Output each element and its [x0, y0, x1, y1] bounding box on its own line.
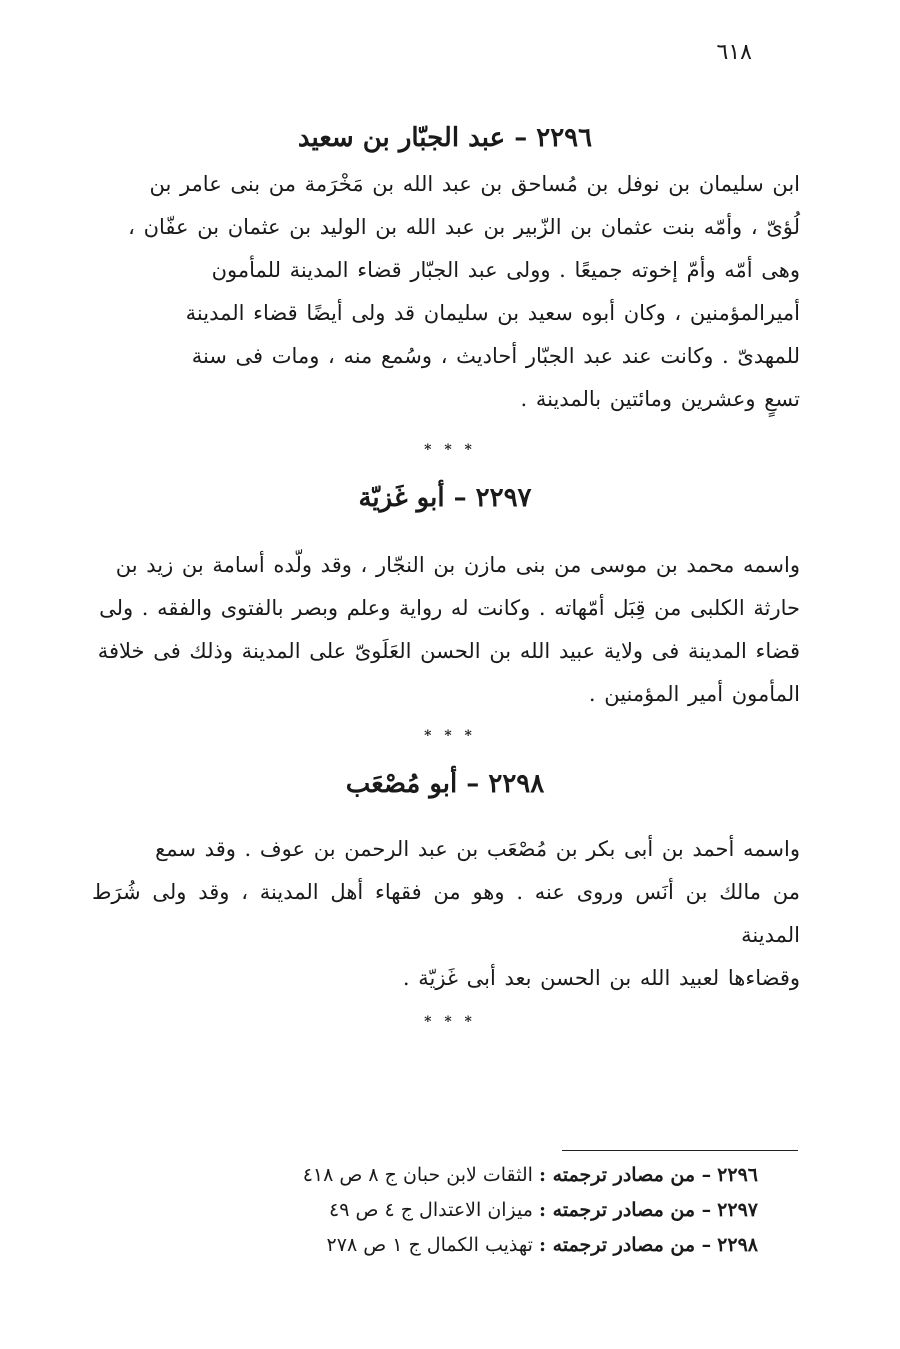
- footnote-text: الثقات لابن حبان ج ٨ ص ٤١٨: [302, 1164, 533, 1186]
- entry-heading-2296: ٢٢٩٦ – عبد الجبّار بن سعيد: [297, 123, 593, 153]
- footnote-number: ٢٢٩٦: [717, 1164, 758, 1186]
- text-line: لُؤىّ ، وأمّه بنت عثمان بن الزّبير بن عبد الله بن الوليد بن عثمان بن عفّان ،: [128, 215, 800, 239]
- text-line: ابن سليمان بن نوفل بن مُساحق بن عبد الله بن مَخْرَمة من بنى عامر بن: [149, 172, 800, 196]
- section-separator: * * *: [424, 442, 476, 458]
- section-separator: * * *: [424, 1014, 476, 1030]
- text-line: من مالك بن أنَس وروى عنه . وهو من فقهاء أهل المدينة ، وقد ولى شُرَط المدينة: [92, 880, 800, 947]
- text-line: واسمه محمد بن موسى من بنى مازن بن النجّار ، وقد ولّده أسامة بن زيد بن: [115, 553, 800, 577]
- entry-heading-2298: ٢٢٩٨ – أبو مُصْعَب: [345, 769, 545, 799]
- footnote-divider: [562, 1150, 798, 1151]
- entry-text-2298: [92, 828, 800, 1000]
- entry-heading-2297: ٢٢٩٧ – أبو غَزيّة: [358, 483, 532, 513]
- text-line: أميرالمؤمنين ، وكان أبوه سعيد بن سليمان قد ولى أيضًا قضاء المدينة: [185, 301, 800, 325]
- text-line: حارثة الكلبى من قِبَل أمّهاته . وكانت له رواية وعلم وبصر بالفتوى والفقه . ولى: [99, 596, 800, 620]
- footnote-text: ميزان الاعتدال ج ٤ ص ٤٩: [328, 1199, 533, 1221]
- text-line: وقضاءها لعبيد الله بن الحسن بعد أبى غَزيّة .: [402, 966, 800, 990]
- footnote-label: – من مصادر ترجمته :: [539, 1164, 712, 1186]
- section-separator: * * *: [424, 728, 476, 744]
- text-line: وهى أمّه وأمّ إخوته جميعًا . وولى عبد الجبّار قضاء المدينة للمأمون: [211, 258, 800, 282]
- footnote-2297: [200, 1193, 758, 1227]
- footnote-number: ٢٢٩٧: [717, 1199, 758, 1221]
- entry-text-2296: [92, 163, 800, 421]
- footnote-2298: [200, 1228, 758, 1262]
- footnote-text: تهذيب الكمال ج ١ ص ٢٧٨: [326, 1234, 533, 1256]
- text-line: للمهدىّ . وكانت عند عبد الجبّار أحاديث ، وسُمع منه ، ومات فى سنة: [191, 344, 800, 368]
- footnote-label: – من مصادر ترجمته :: [539, 1234, 712, 1256]
- footnote-label: – من مصادر ترجمته :: [539, 1199, 712, 1221]
- text-line: قضاء المدينة فى ولاية عبيد الله بن الحسن العَلَوىّ على المدينة وذلك فى خلافة: [97, 639, 800, 663]
- text-line: المأمون أمير المؤمنين .: [588, 682, 800, 706]
- entry-text-2297: [92, 544, 800, 716]
- footnote-number: ٢٢٩٨: [717, 1234, 758, 1256]
- text-line: تسعٍ وعشرين ومائتين بالمدينة .: [520, 387, 800, 411]
- text-line: واسمه أحمد بن أبى بكر بن مُصْعَب بن عبد الرحمن بن عوف . وقد سمع: [155, 837, 800, 861]
- footnote-2296: [200, 1158, 758, 1192]
- page-number: ٦١٨: [716, 40, 752, 65]
